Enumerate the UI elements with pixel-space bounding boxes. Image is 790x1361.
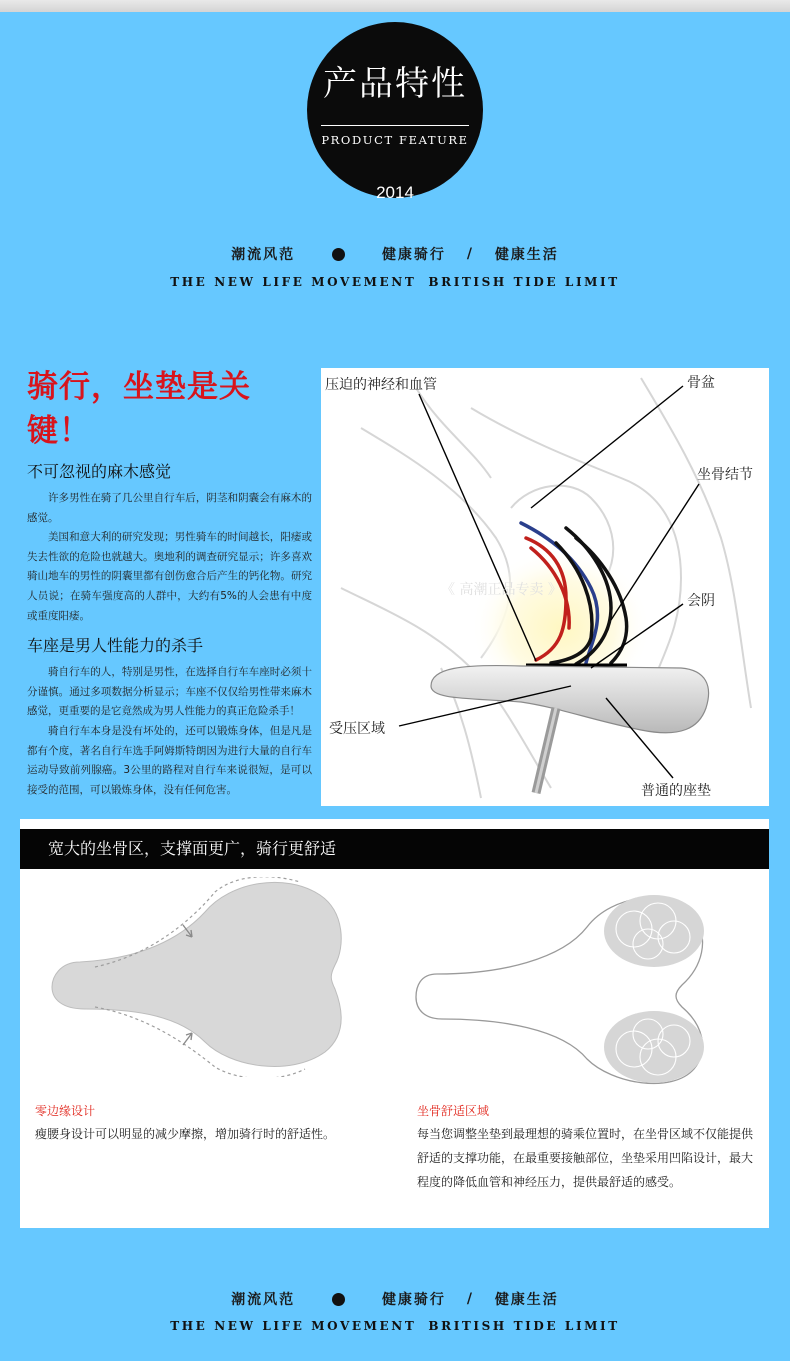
- feature-zero-edge-title: 零边缘设计: [35, 1104, 96, 1118]
- english-part1: THE NEW LIFE MOVEMENT: [170, 1319, 417, 1333]
- dot-icon: [332, 248, 345, 261]
- panel-title-bar: 宽大的坐骨区，支撑面更广，骑行更舒适: [20, 829, 769, 869]
- english-part2: BRITISH TIDE LIMIT: [428, 1319, 620, 1333]
- badge-divider: [321, 125, 469, 126]
- slogan-part1: 潮流风范: [231, 1292, 296, 1308]
- badge-year: 2014: [376, 183, 414, 202]
- badge-subtitle: PRODUCT FEATURE: [321, 133, 469, 147]
- label-nerves-vessels: 压迫的神经和血管: [325, 377, 437, 393]
- paragraph: 骑自行车本身是没有坏处的，还可以锻炼身体，但是凡是都有个度，著名自行车选手阿姆斯特朗因为进行大量的自行车运动导致前列腺癌。3公里的路程对自行车来说很短，是可以接受的范围，可以锻炼身体，没有任何危害。: [27, 724, 312, 796]
- slogan-top: [0, 244, 790, 264]
- label-pelvis: 骨盆: [687, 375, 715, 391]
- paragraph: 骑自行车的人，特别是男性，在选择自行车车座时必须十分谨慎。通过多项数据分析显示；车座不仅仅给男性带来麻木感觉，更重要的是它竟然成为男人性能力的真正危险杀手！: [27, 666, 312, 718]
- product-feature-badge: [307, 22, 483, 202]
- label-ischial-tuberosity: 坐骨结节: [697, 467, 753, 483]
- label-pressure-area: 受压区域: [329, 721, 385, 737]
- subtitle-numbness: 不可忽视的麻木感觉: [27, 462, 172, 481]
- anatomy-illustration: [321, 368, 769, 806]
- feature-ischial-comfort-desc: 每当您调整坐垫到最理想的骑乘位置时，在坐骨区域不仅能提供舒适的支撑功能，在最重要接触部位，坐垫采用凹陷设计，最大程度的降低血管和神经压力，提供最舒适的感受。: [417, 1127, 754, 1189]
- feature-zero-edge-desc: 瘦腰身设计可以明显的减少摩擦，增加骑行时的舒适性。: [35, 1127, 336, 1141]
- slogan-separator: /: [466, 1291, 474, 1307]
- article-text: [27, 365, 312, 800]
- feature-ischial-comfort-title: 坐骨舒适区域: [417, 1104, 490, 1118]
- slogan-part2: 健康骑行: [381, 1292, 446, 1308]
- paragraph: 许多男性在骑了几公里自行车后，阴茎和阴囊会有麻木的感觉。: [27, 492, 312, 524]
- english-part2: BRITISH TIDE LIMIT: [428, 275, 620, 289]
- anatomy-diagram: [321, 368, 769, 806]
- english-tagline-bottom: [0, 1319, 790, 1333]
- subtitle-seat-killer: 车座是男人性能力的杀手: [27, 636, 204, 656]
- seat-design-panel: [20, 819, 769, 1228]
- english-tagline-top: [0, 275, 790, 289]
- slogan-part2: 健康骑行: [381, 247, 446, 263]
- ischial-comfort-seat-illustration: [412, 889, 722, 1099]
- watermark-text: 《 高潮正品专卖 》: [441, 582, 562, 598]
- slogan-part1: 潮流风范: [231, 247, 296, 263]
- slogan-part3: 健康生活: [494, 1292, 559, 1308]
- dot-icon: [332, 1293, 345, 1306]
- badge-title: 产品特性: [323, 64, 467, 104]
- label-perineum: 会阴: [687, 593, 715, 609]
- section-title: 骑行，坐垫是关键！: [27, 369, 251, 449]
- zero-edge-seat-illustration: [40, 877, 370, 1077]
- paragraph: 美国和意大利的研究发现；男性骑车的时间越长，阳痿或失去性欲的危险也就越大。奥地利的调查研究显示；许多喜欢骑山地车的男性的阴囊里都有创伤愈合后产生的钙化物。研究人员说；在骑车强度高的人群中，大约有5%的人会患有中度或重度阳痿。: [27, 531, 312, 622]
- slogan-separator: /: [466, 246, 474, 262]
- english-part1: THE NEW LIFE MOVEMENT: [170, 275, 417, 289]
- slogan-bottom: [0, 1289, 790, 1309]
- slogan-part3: 健康生活: [494, 247, 559, 263]
- label-ordinary-seat: 普通的座垫: [641, 783, 711, 799]
- top-band: [0, 0, 790, 12]
